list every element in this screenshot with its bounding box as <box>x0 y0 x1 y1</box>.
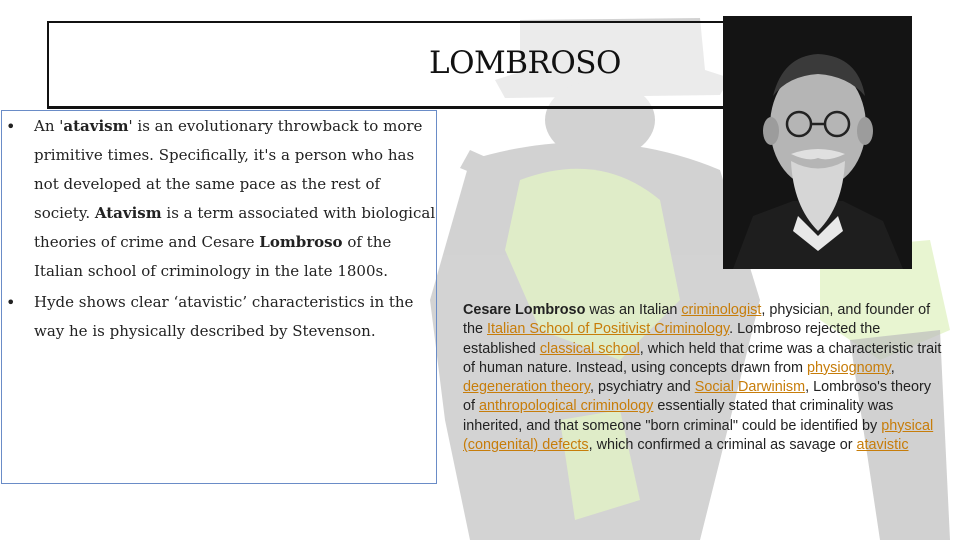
link-criminologist[interactable]: criminologist <box>681 302 762 318</box>
term-atavism: atavism <box>63 117 129 135</box>
man-portrait-icon <box>723 16 912 269</box>
bullet-text: Hyde shows clear ‘atavistic’ characteristics in the way he is physically described by Stevenson. <box>34 293 414 340</box>
caption-text: , physician, and founder of the <box>463 302 931 338</box>
caption-text: . Lombroso rejected the established <box>463 321 881 357</box>
caption-text: essentially stated that criminality was inherited, and that someone "born criminal" could be identified by <box>463 398 894 434</box>
bullet-dot-icon: • <box>6 117 16 136</box>
caption-text: was an Italian <box>585 302 682 318</box>
bullet-dot-icon: • <box>6 293 16 312</box>
link-italian-school[interactable]: Italian School of Positivist Criminology <box>487 321 730 338</box>
link-classical-school[interactable]: classical school <box>539 340 640 357</box>
link-anthropological-criminology[interactable]: anthropological criminology <box>479 398 654 415</box>
link-atavistic[interactable]: atavistic <box>856 437 909 454</box>
bullet-list <box>6 112 436 348</box>
portrait-photo <box>723 16 912 269</box>
link-social-darwinism[interactable]: Social Darwinism <box>694 379 806 396</box>
caption-name: Cesare Lombroso <box>463 302 586 318</box>
bullet-text: ' is an evolutionary throwback to more primitive times. Specifically, it's a person who has not developed at the same pace as the rest of society. <box>34 117 423 222</box>
bullet-item <box>6 288 436 346</box>
link-physiognomy[interactable]: physiognomy <box>806 359 891 376</box>
caption-text: , psychiatry and <box>589 379 695 396</box>
bullet-text: An ' <box>34 117 64 135</box>
caption-text: , which confirmed a criminal as savage or <box>588 437 857 454</box>
bullet-text: is a term associated with biological theories of crime and Cesare <box>34 204 436 251</box>
link-physical-defects[interactable]: physical (congenital) defects <box>463 417 934 454</box>
term-atavism-2: Atavism <box>94 204 162 222</box>
biography-caption <box>463 301 945 455</box>
caption-text: , <box>890 359 895 376</box>
link-degeneration-theory[interactable]: degeneration theory <box>463 379 590 396</box>
bullet-text: of the Italian school of criminology in the late 1800s. <box>34 233 392 280</box>
slide-title: LOMBROSO <box>429 45 621 81</box>
bullet-item <box>6 112 436 286</box>
term-lombroso: Lombroso <box>259 233 343 251</box>
caption-text: , which held that crime was a characteristic trait of human nature. Instead, using concepts drawn from <box>463 340 942 376</box>
caption-text: , Lombroso's theory of <box>463 379 932 415</box>
